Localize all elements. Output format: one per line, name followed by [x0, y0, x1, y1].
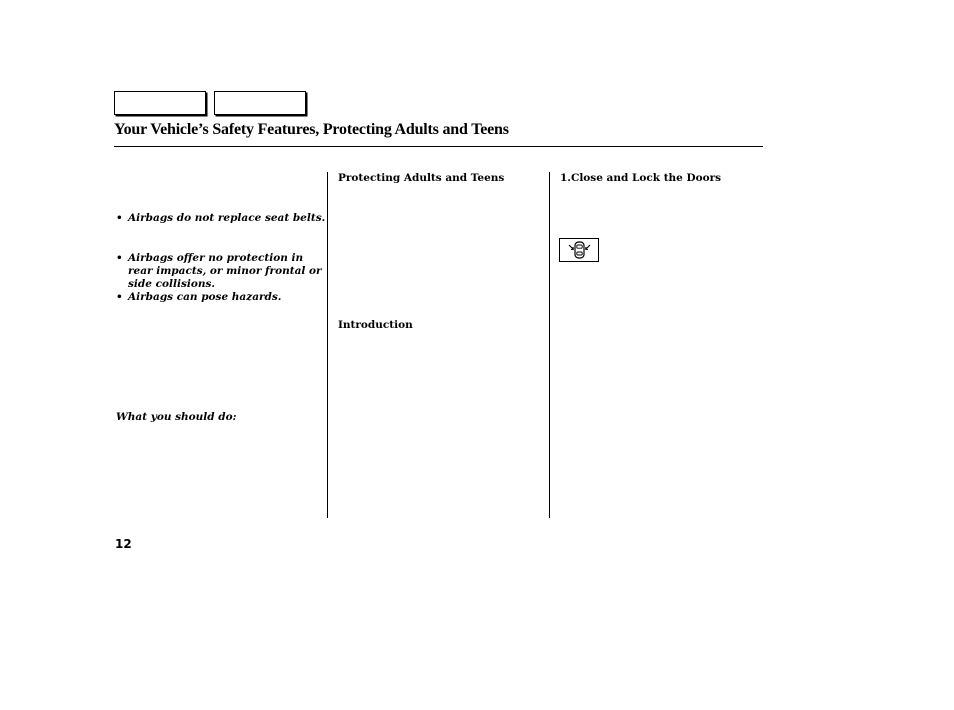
- door-lock-icon-box: [559, 238, 599, 262]
- column-divider-2: [549, 172, 550, 518]
- list-item-text: Airbags do not replace seat belts.: [128, 212, 326, 224]
- bullet-glyph: •: [116, 212, 123, 224]
- page-title: Your Vehicle’s Safety Features, Protecting Adults and Teens: [114, 121, 509, 138]
- title-divider: [114, 146, 763, 147]
- list-item-text: Airbags can pose hazards.: [128, 291, 282, 303]
- list-item: [116, 291, 326, 304]
- list-item-text: Airbags offer no protection in rear impacts, or minor frontal or side collisions.: [128, 252, 322, 290]
- column-divider-1: [327, 172, 328, 518]
- list-item: [116, 212, 326, 225]
- nav-button-2[interactable]: [214, 91, 306, 115]
- section-heading-protecting: Protecting Adults and Teens: [338, 172, 505, 184]
- what-you-should-do-label: What you should do:: [116, 411, 237, 423]
- section-heading-close-lock-doors: 1.Close and Lock the Doors: [560, 172, 722, 184]
- car-door-lock-icon: [560, 239, 598, 261]
- bullet-glyph: •: [116, 291, 123, 303]
- bullet-glyph: •: [116, 252, 123, 264]
- airbag-facts-list-b: [116, 252, 326, 304]
- nav-button-1[interactable]: [114, 91, 206, 115]
- airbag-facts-list-a: [116, 212, 326, 225]
- page-number: 12: [115, 537, 132, 551]
- list-item: [116, 252, 326, 291]
- section-heading-introduction: Introduction: [338, 319, 413, 331]
